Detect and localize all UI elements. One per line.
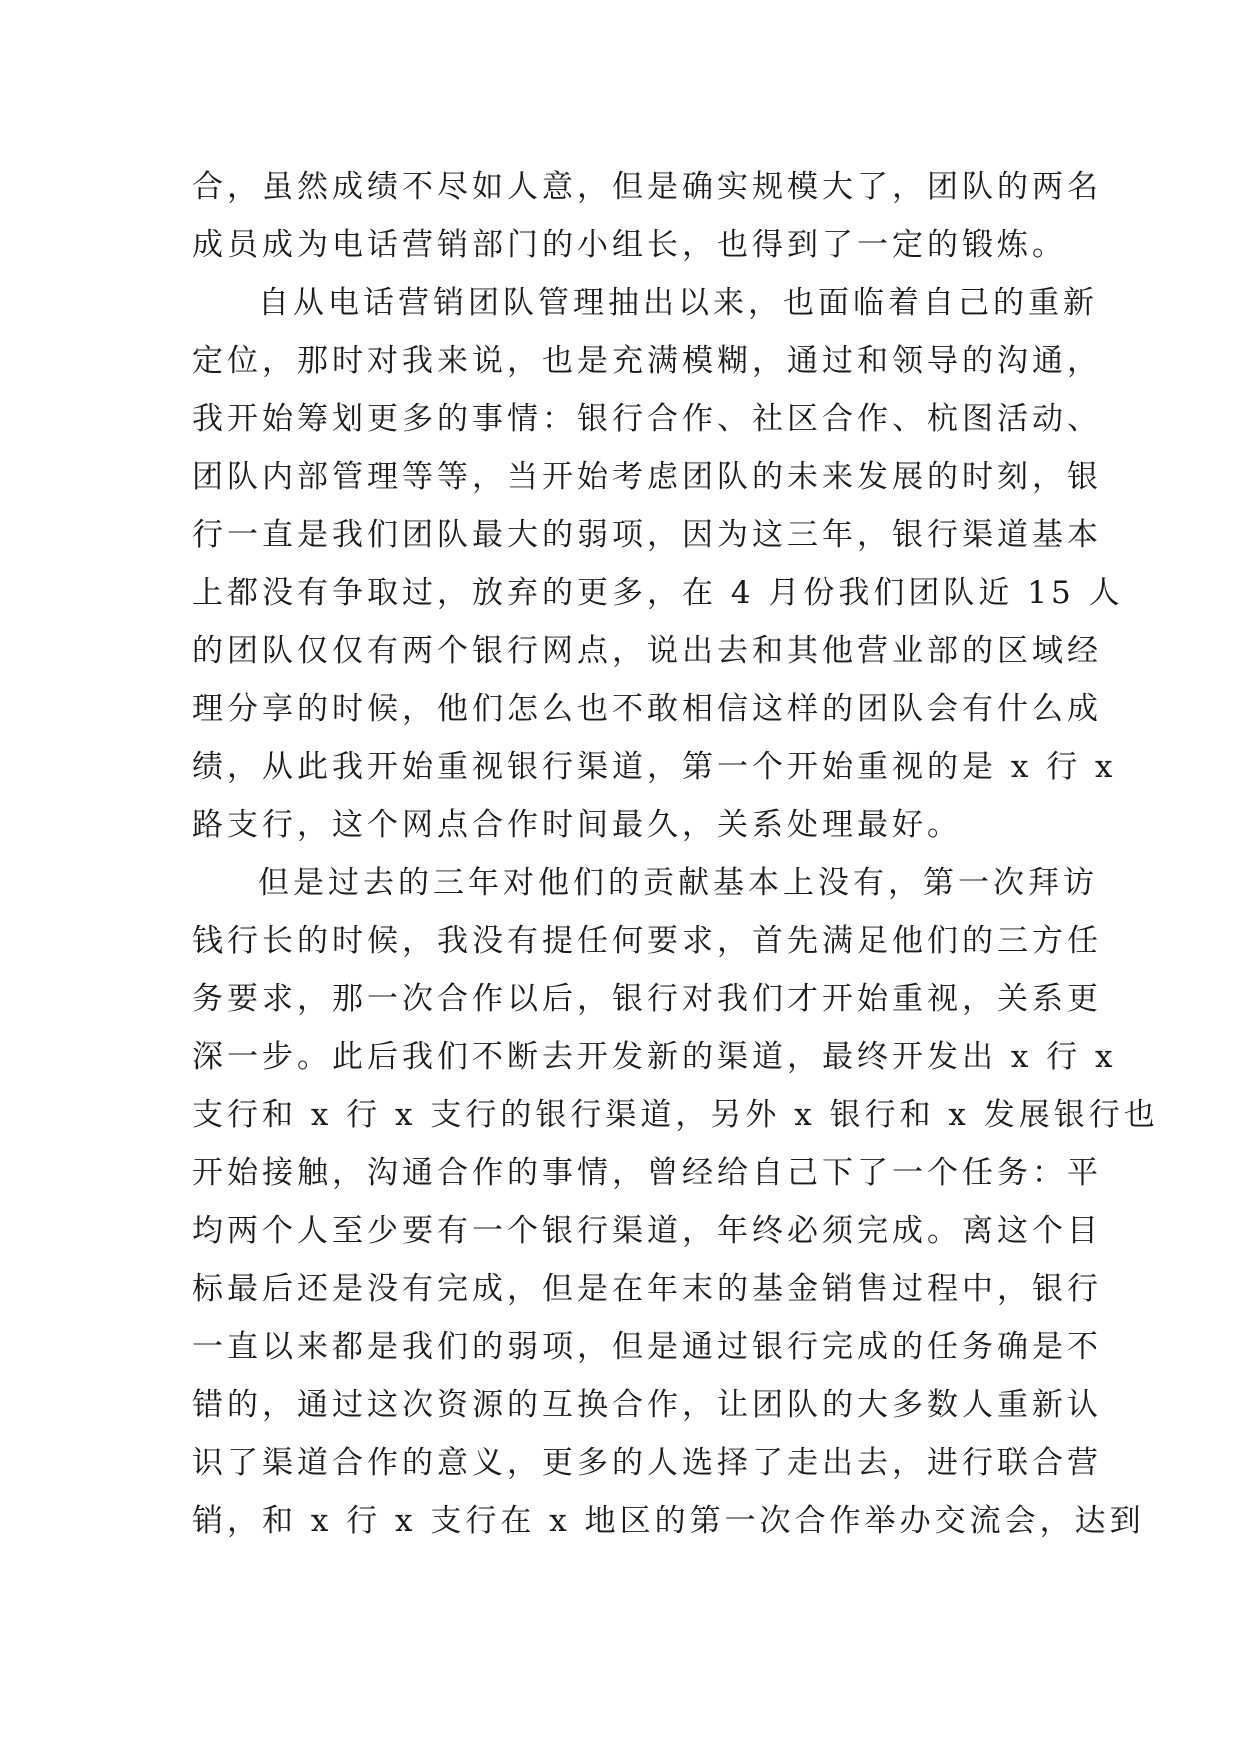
- text-line: 均两个人至少要有一个银行渠道，年终必须完成。离这个目: [192, 1213, 1102, 1249]
- paragraph-start-line: 自从电话营销团队管理抽出以来，也面临着自己的重新: [258, 285, 1098, 321]
- text-line: 我开始筹划更多的事情：银行合作、社区合作、杭图活动、: [192, 401, 1102, 437]
- text-line: 开始接触，沟通合作的事情，曾经给自己下了一个任务：平: [192, 1155, 1102, 1191]
- text-line: 深一步。此后我们不断去开发新的渠道，最终开发出 x 行 x: [192, 1039, 1117, 1075]
- text-line: 成员成为电话营销部门的小组长，也得到了一定的锻炼。: [192, 227, 1067, 263]
- text-line: 路支行，这个网点合作时间最久，关系处理最好。: [192, 807, 962, 843]
- text-line: 错的，通过这次资源的互换合作，让团队的大多数人重新认: [192, 1387, 1102, 1423]
- text-line: 理分享的时候，他们怎么也不敢相信这样的团队会有什么成: [192, 691, 1102, 727]
- text-line: 绩，从此我开始重视银行渠道，第一个开始重视的是 x 行 x: [192, 749, 1117, 785]
- text-line: 支行和 x 行 x 支行的银行渠道，另外 x 银行和 x 发展银行也: [192, 1097, 1159, 1133]
- text-line: 定位，那时对我来说，也是充满模糊，通过和领导的沟通，: [192, 343, 1102, 379]
- text-line: 务要求，那一次合作以后，银行对我们才开始重视，关系更: [192, 981, 1102, 1017]
- paragraph-start-line: 但是过去的三年对他们的贡献基本上没有，第一次拜访: [258, 865, 1098, 901]
- body-text: [192, 158, 1159, 1550]
- text-line: 钱行长的时候，我没有提任何要求，首先满足他们的三方任: [192, 923, 1102, 959]
- text-line: 合，虽然成绩不尽如人意，但是确实规模大了，团队的两名: [192, 169, 1102, 205]
- text-line: 销，和 x 行 x 支行在 x 地区的第一次合作举办交流会，达到: [192, 1503, 1145, 1539]
- text-line: 行一直是我们团队最大的弱项，因为这三年，银行渠道基本: [192, 517, 1102, 553]
- text-line: 的团队仅仅有两个银行网点，说出去和其他营业部的区域经: [192, 633, 1102, 669]
- text-line: 上都没有争取过，放弃的更多，在 4 月份我们团队近 15 人: [192, 575, 1124, 611]
- text-line: 团队内部管理等等，当开始考虑团队的未来发展的时刻，银: [192, 459, 1102, 495]
- text-line: 标最后还是没有完成，但是在年末的基金销售过程中，银行: [192, 1271, 1102, 1307]
- text-line: 识了渠道合作的意义，更多的人选择了走出去，进行联合营: [192, 1445, 1102, 1481]
- text-line: 一直以来都是我们的弱项，但是通过银行完成的任务确是不: [192, 1329, 1102, 1365]
